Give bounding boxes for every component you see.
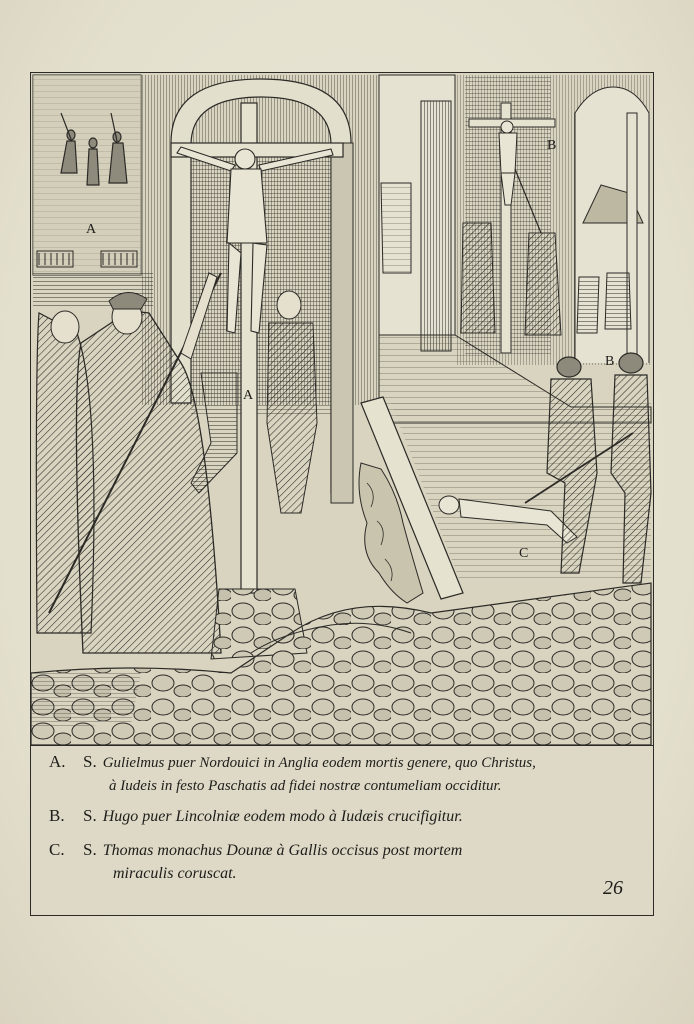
caption-b-saint: S. bbox=[83, 806, 97, 825]
engraved-plate bbox=[30, 72, 654, 916]
caption-b-letter: B. bbox=[49, 806, 65, 825]
caption-c-text-line1: Thomas monachus Dounæ à Gallis occisus post mortem bbox=[102, 842, 463, 859]
caption-c-line1 bbox=[49, 839, 462, 862]
caption-b-text-line1: Hugo puer Lincolniæ eodem modo à Iudæis crucifigitur. bbox=[102, 808, 463, 825]
caption-a-text-line1: Gulielmus puer Nordouici in Anglia eodem mortis genere, quo Christus, bbox=[102, 755, 536, 771]
caption-a-line1 bbox=[49, 751, 536, 774]
caption-c-letter: C. bbox=[49, 840, 65, 859]
engraving-illustration bbox=[31, 73, 653, 746]
caption-a-text-line2: à Iudeis in festo Paschatis ad fidei nostræ contumeliam occiditur. bbox=[109, 778, 502, 794]
plate-letter-c: C bbox=[519, 546, 529, 561]
caption-b-line1 bbox=[49, 805, 463, 828]
plate-letter-a-inset: A bbox=[86, 222, 97, 237]
inset-scene-flagellation bbox=[33, 75, 153, 307]
caption-c-text-line2: miraculis coruscat. bbox=[113, 865, 237, 882]
caption-block bbox=[31, 747, 653, 915]
page-number: 26 bbox=[603, 877, 623, 899]
plate-letter-b-right: B bbox=[605, 354, 615, 369]
plate-letter-b-cross: B bbox=[547, 138, 557, 153]
caption-c-saint: S. bbox=[83, 840, 97, 859]
plate-letter-a-cross: A bbox=[243, 388, 254, 403]
caption-a-letter: A. bbox=[49, 752, 66, 771]
caption-a-saint: S. bbox=[83, 752, 97, 771]
